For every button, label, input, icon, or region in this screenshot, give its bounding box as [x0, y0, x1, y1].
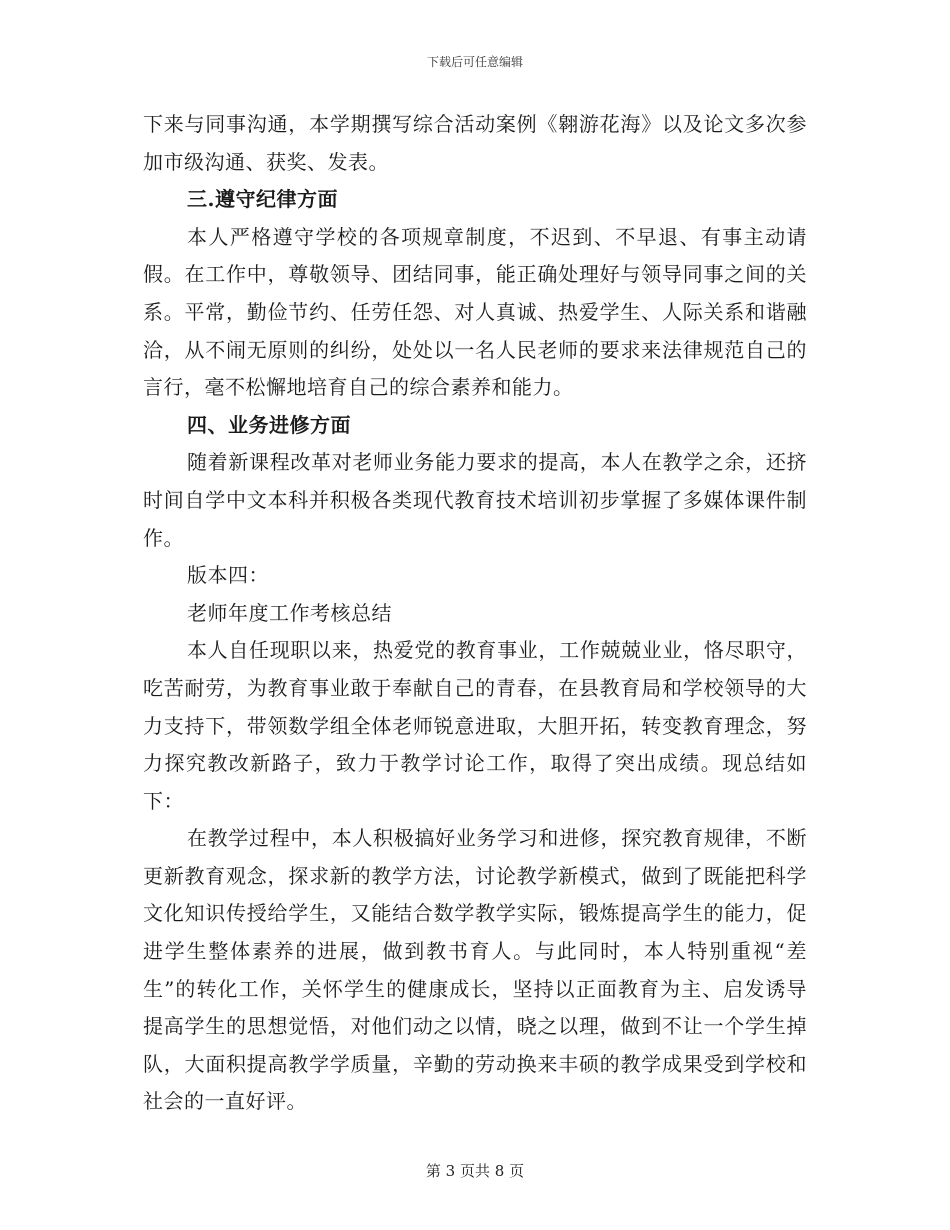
page-number: 第 3 页共 8 页	[425, 1162, 525, 1180]
paragraph-discipline: 本人严格遵守学校的各项规章制度，不迟到、不早退、有事主动请假。在工作中，尊敬领导、团结同事，能正确处理好与领导同事之间的关系。平常，勤俭节约、任劳任怨、对人真诚、热爱学生、人际关系和谐融洽，从不闹无原则的纠纷，处处以一名人民老师的要求来法律规范自己的言行，毫不松懈地培育自己的综合素养和能力。	[143, 224, 807, 400]
document-body	[143, 106, 807, 1121]
paragraph-intro: 本人自任现职以来，热爱党的教育事业，工作兢兢业业，恪尽职守，吃苦耐劳，为教育事业敢于奉献自己的青春，在县教育局和学校领导的大力支持下，带领数学组全体老师锐意进取，大胆开拓，转变教育理念，努力探究教改新路子，致力于教学讨论工作，取得了突出成绩。现总结如下：	[143, 638, 807, 813]
paragraph-continuation: 下来与同事沟通，本学期撰写综合活动案例《翱游花海》以及论文多次参加市级沟通、获奖、发表。	[143, 112, 807, 174]
section-heading-training: 四、业务进修方面	[187, 412, 351, 437]
section-heading-discipline: 三.遵守纪律方面	[187, 187, 338, 212]
paragraph-training: 随着新课程改革对老师业务能力要求的提高，本人在教学之余，还挤时间自学中文本科并积极各类现代教育技术培训初步掌握了多媒体课件制作。	[143, 450, 807, 550]
paragraph-teaching: 在教学过程中，本人积极搞好业务学习和进修，探究教育规律，不断更新教育观念，探求新的教学方法，讨论教学新模式，做到了既能把科学文化知识传授给学生，又能结合数学教学实际，锻炼提高学生的能力，促进学生整体素养的进展，做到教书育人。与此同时，本人特别重视“差生”的转化工作，关怀学生的健康成长，坚持以正面教育为主、启发诱导提高学生的思想觉悟，对他们动之以情，晓之以理，做到不让一个学生掉队，大面积提高教学学质量，辛勤的劳动换来丰硕的教学成果受到学校和社会的一直好评。	[143, 826, 807, 1114]
page-header: 下载后可任意编辑	[426, 55, 523, 69]
document-subtitle: 老师年度工作考核总结	[187, 600, 392, 625]
version-label: 版本四：	[187, 563, 269, 588]
